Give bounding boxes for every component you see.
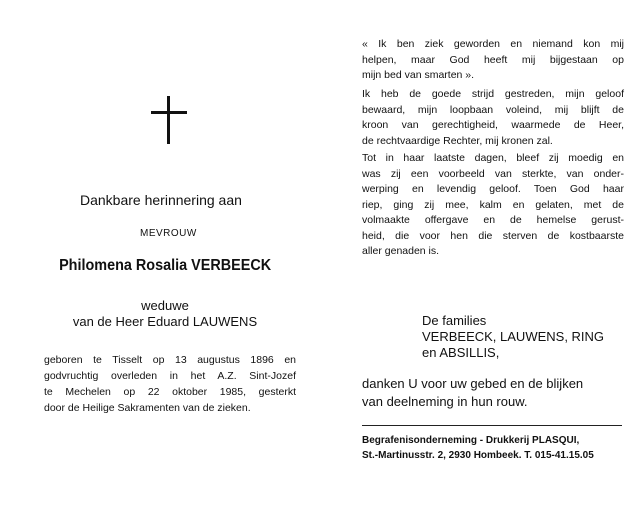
printer-imprint	[362, 433, 594, 463]
bio-line: door de Heilige Sakramenten van de zieken.	[44, 402, 251, 414]
families-names: VERBEECK, LAUWENS, RING	[422, 329, 605, 344]
remembrance-heading: Dankbare herinnering aan	[80, 192, 242, 208]
tribute-paragraph	[362, 151, 624, 260]
quote-line: « Ik ben ziek geworden en niemand kon mij	[362, 38, 624, 50]
paragraph-line: bewaard, mijn loopbaan voleind, mij blijft de	[362, 103, 624, 116]
families-block	[422, 313, 604, 361]
deceased-name: Philomena Rosalia VERBEECK	[59, 257, 272, 274]
paragraph-line: kroon van gerechtigheid, waarmede de Heer,	[362, 119, 624, 131]
bio-line: te Mechelen op 22 oktober 1985, gesterkt	[44, 386, 296, 398]
quote-line: helpen, maar God heeft mij bijgestaan op	[362, 53, 624, 66]
quote-line: mijn bed van smarten ».	[362, 69, 475, 81]
families-heading: De families	[422, 313, 487, 328]
divider	[362, 425, 622, 426]
widow-label: weduwe	[141, 298, 189, 313]
scripture-quote	[362, 37, 624, 84]
faith-paragraph	[362, 87, 624, 149]
paragraph-line: heid, die voor hen die sterven de kostbaarste	[362, 229, 624, 242]
paragraph-line: aller genaden is.	[362, 245, 440, 257]
printer-address: St.-Martinusstr. 2, 2930 Hombeek. T. 015-41.15.05	[362, 450, 594, 461]
paragraph-line: Tot in haar laatste dagen, bleef zij moedig en	[362, 152, 624, 164]
cross-icon	[151, 96, 187, 144]
thanks-block	[362, 375, 583, 411]
husband-name: van de Heer Eduard LAUWENS	[72, 314, 258, 329]
paragraph-line: was zij een voorbeeld van sterkte, van onder-	[362, 167, 624, 180]
paragraph-line: volmaakte offergave en de hemelse gerust-	[362, 214, 624, 226]
thanks-line: danken U voor uw gebed en de blijken	[362, 376, 584, 391]
biography-paragraph	[44, 352, 296, 416]
paragraph-line: de rechtvaardige Rechter, mij kronen zal.	[362, 134, 553, 147]
printer-name: Begrafenisonderneming - Drukkerij PLASQUI,	[362, 435, 580, 446]
title-label: MEVROUW	[140, 228, 197, 239]
bio-line: godvruchtig overleden in het A.Z. Sint-Jozef	[44, 370, 296, 382]
thanks-line: van deelneming in hun rouw.	[362, 394, 528, 409]
paragraph-line: Ik heb de goede strijd gestreden, mijn geloof	[362, 88, 624, 100]
paragraph-line: werping en levendig geloof. Toen God haar	[362, 183, 624, 195]
families-names: en ABSILLIS,	[422, 345, 500, 360]
paragraph-line: riep, ging zij mee, kalm en gelaten, met de	[362, 198, 624, 211]
bio-line: geboren te Tisselt op 13 augustus 1896 en	[44, 354, 296, 366]
